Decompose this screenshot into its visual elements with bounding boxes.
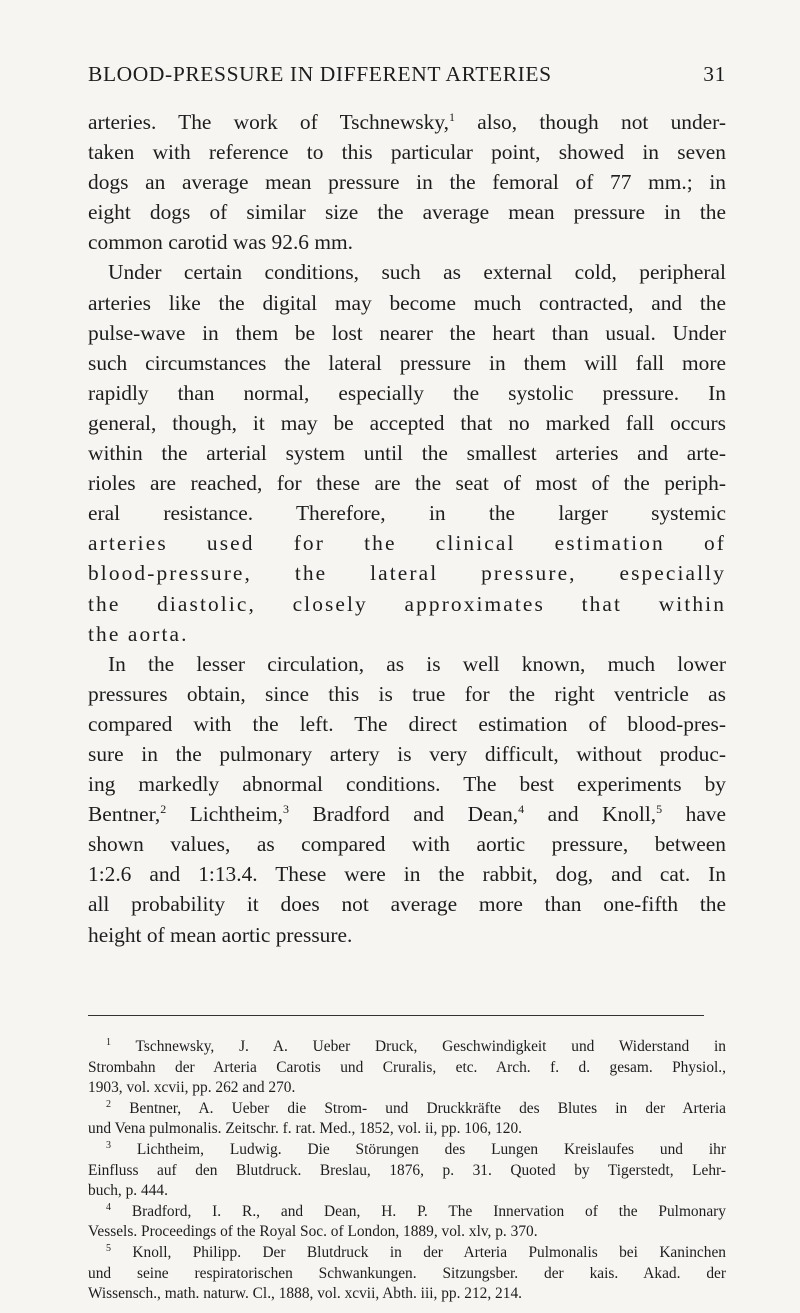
footnote-ref: 3 (283, 802, 289, 817)
footnote-line: 1903, vol. xcvii, pp. 262 and 270. (88, 1079, 296, 1097)
footnote-line: Strombahn der Arteria Carotis und Cruralis, etc. Arch. f. d. gesam. Physiol., (88, 1058, 726, 1076)
text-line: Bentner,$^2$ Lichtheim,$^3$ Bradford and Dean,$^4$ and Knoll,$^5$ have (88, 802, 727, 827)
text-line: such circumstances the lateral pressure in them will fall more (88, 350, 726, 375)
footnote-line: und Vena pulmonalis. Zeitschr. f. rat. Med., 1852, vol. ii, pp. 106, 120. (88, 1120, 523, 1138)
footnote-line: buch, p. 444. (88, 1182, 168, 1200)
footnote-divider (88, 1015, 704, 1016)
text-line-emphasis: blood-pressure, the lateral pressure, especially (88, 561, 726, 586)
text-line: rioles are reached, for these are the seat of most of the periph- (88, 471, 726, 496)
text-line: pressures obtain, since this is true for the right ventricle as (88, 681, 726, 706)
page-number: 31 (703, 62, 726, 86)
footnote-line: $^1$ Tschnewsky, J. A. Ueber Druck, Geschwindigkeit und Widerstand in (106, 1037, 726, 1055)
footnote-ref: 1 (449, 110, 455, 124)
footnote-line: Vessels. Proceedings of the Royal Soc. of London, 1889, vol. xlv, p. 370. (88, 1223, 538, 1241)
text-line: taken with reference to this particular point, showed in seven (88, 140, 726, 165)
footnote-mark: 5 (106, 1242, 111, 1254)
text-line: sure in the pulmonary artery is very difficult, without produc- (88, 741, 726, 766)
running-head-title: BLOOD-PRESSURE IN DIFFERENT ARTERIES (88, 62, 552, 86)
footnote-mark: 3 (106, 1139, 111, 1151)
text-line: ing markedly abnormal conditions. The best experiments by (88, 772, 726, 797)
text-line-emphasis: the aorta. (88, 621, 189, 646)
text-line-emphasis: the diastolic, closely approximates that within (88, 591, 726, 616)
text-line: In the lesser circulation, as is well known, much lower (108, 651, 726, 676)
footnote-mark: 1 (106, 1037, 111, 1048)
footnote-line: Wissensch., math. naturw. Cl., 1888, vol. xcvii, Abth. iii, pp. 212, 214. (88, 1285, 522, 1303)
footnote-line: $^5$ Knoll, Philipp. Der Blutdruck in der Arteria Pulmonalis bei Kaninchen (106, 1242, 726, 1261)
text-line: within the arterial system until the smallest arteries and arte- (88, 441, 726, 466)
text-line: all probability it does not average more than one-fifth the (88, 892, 726, 917)
footnote-line: und seine respiratorischen Schwankungen. Sitzungsber. der kais. Akad. der (88, 1264, 726, 1282)
footnote-line: Einfluss auf den Blutdruck. Breslau, 1876, p. 31. Quoted by Tigerstedt, Lehr- (88, 1161, 726, 1179)
text-line: 1:2.6 and 1:13.4. These were in the rabbit, dog, and cat. In (88, 862, 726, 887)
text-line: compared with the left. The direct estimation of blood-pres- (88, 711, 726, 736)
text-line: arteries like the digital may become much contracted, and the (88, 290, 726, 315)
text-line-emphasis: arteries used for the clinical estimation of (88, 531, 726, 556)
text-line: eral resistance. Therefore, in the larger systemic (88, 501, 726, 526)
text-line: dogs an average mean pressure in the femoral of 77 mm.; in (88, 170, 726, 195)
footnotes (88, 1037, 726, 1305)
footnote-line: $^4$ Bradford, I. R., and Dean, H. P. The Innervation of the Pulmonary (106, 1201, 726, 1220)
footnote-line: $^2$ Bentner, A. Ueber die Strom- und Druckkräfte des Blutes in der Arteria (106, 1098, 726, 1117)
footnote-ref: 4 (518, 802, 525, 817)
text-line: pulse-wave in them be lost nearer the heart than usual. Under (88, 320, 726, 345)
text-line: height of mean aortic pressure. (88, 922, 353, 947)
text-line: eight dogs of similar size the average mean pressure in the (88, 200, 726, 225)
footnote-mark: 2 (106, 1098, 111, 1110)
running-head (88, 62, 726, 87)
text-line: arteries. The work of Tschnewsky,$^1$ also, though not under- (88, 110, 726, 134)
text-line: common carotid was 92.6 mm. (88, 230, 353, 255)
text-line: general, though, it may be accepted that no marked fall occurs (88, 410, 726, 435)
footnote-mark: 4 (106, 1201, 111, 1213)
footnote-line: $^3$ Lichtheim, Ludwig. Die Störungen des Lungen Kreislaufes und ihr (106, 1139, 726, 1158)
footnote-ref: 5 (656, 802, 663, 817)
footnote-ref: 2 (160, 802, 167, 817)
text-line: rapidly than normal, especially the systolic pressure. In (88, 380, 726, 405)
body-text (88, 107, 726, 950)
text-line: Under certain conditions, such as external cold, peripheral (108, 260, 726, 285)
text-line: shown values, as compared with aortic pressure, between (88, 832, 726, 857)
